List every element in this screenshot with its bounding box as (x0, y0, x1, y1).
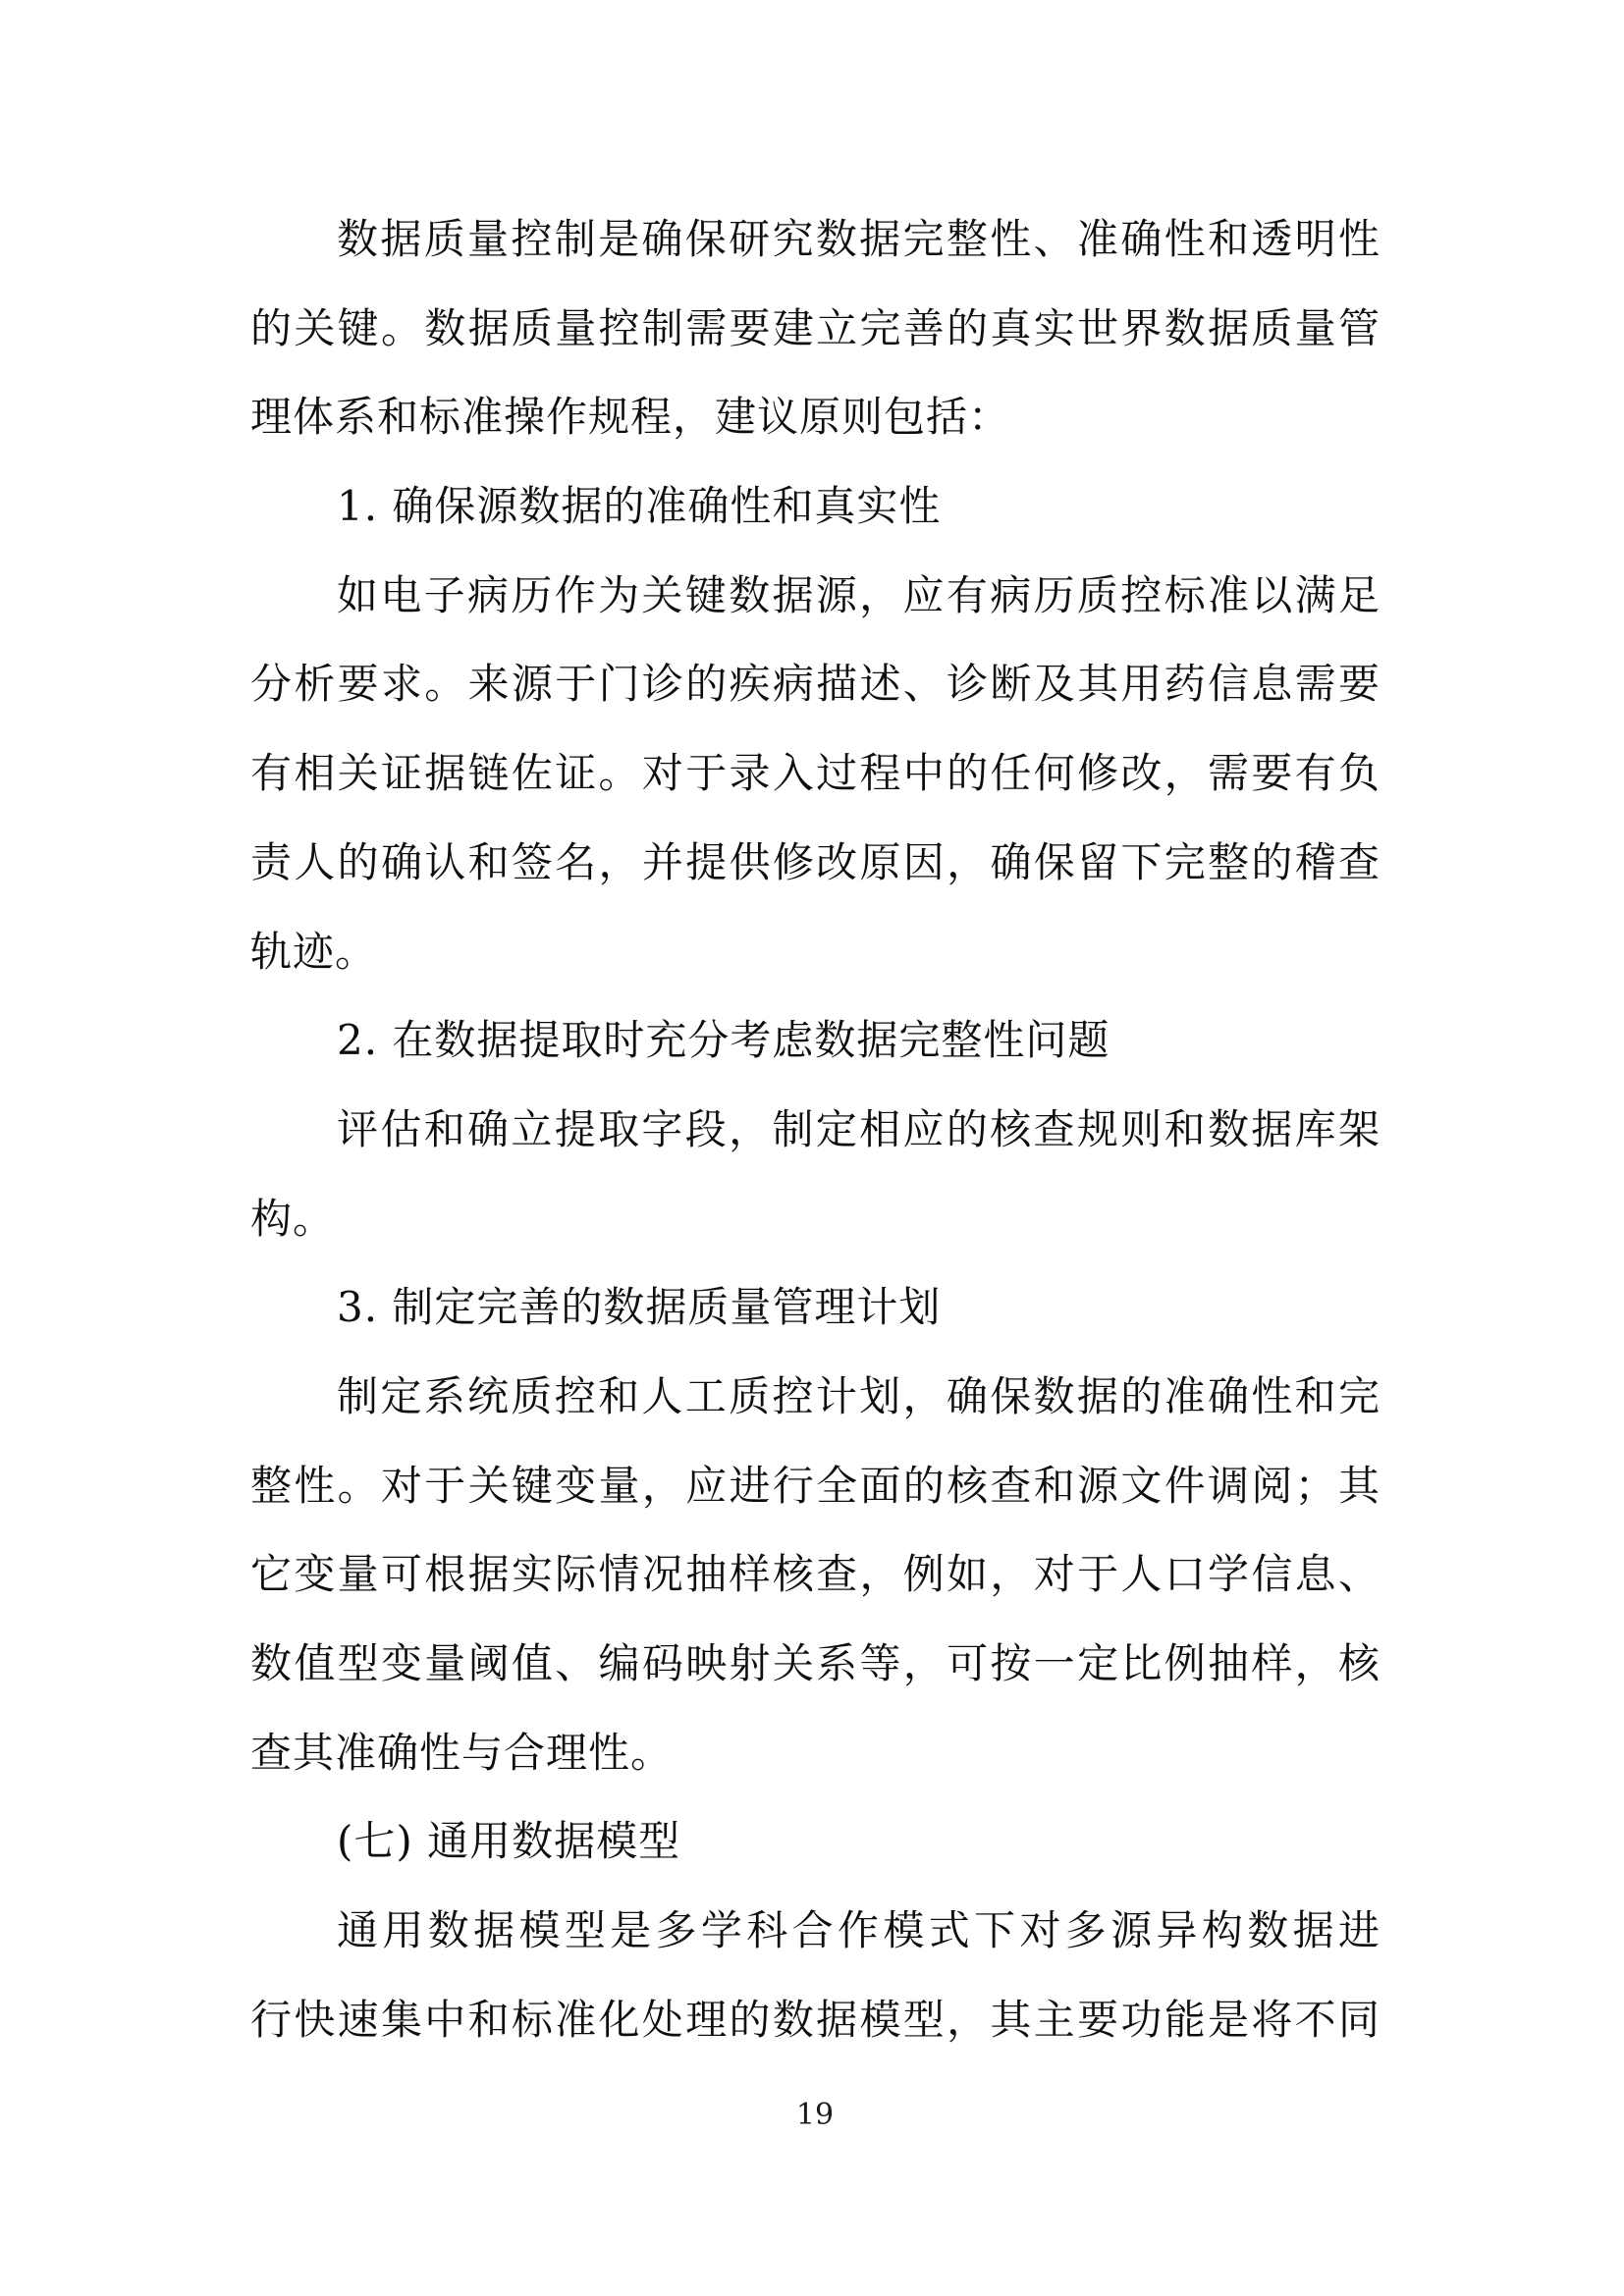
paragraph-line: 它变量可根据实际情况抽样核查，例如，对于人口学信息、 (250, 1550, 1380, 1599)
paragraph-line: 如电子病历作为关键数据源，应有病历质控标准以满足 (337, 570, 1380, 619)
paragraph-line: 制定系统质控和人工质控计划，确保数据的准确性和完 (337, 1371, 1380, 1420)
paragraph-line: 查其准确性与合理性。 (250, 1728, 674, 1777)
page-number: 19 (795, 2098, 835, 2132)
heading-line: (七) 通用数据模型 (337, 1817, 681, 1866)
paragraph-line: 评估和确立提取字段，制定相应的核查规则和数据库架 (337, 1104, 1380, 1153)
paragraph-line: 数值型变量阈值、编码映射关系等，可按一定比例抽样，核 (250, 1639, 1380, 1687)
paragraph-line: 轨迹。 (250, 927, 378, 976)
paragraph-line: 的关键。数据质量控制需要建立完善的真实世界数据质量管 (250, 303, 1380, 352)
paragraph-line: 构。 (250, 1194, 336, 1243)
heading-line: 1. 确保源数据的准确性和真实性 (337, 482, 942, 531)
paragraph-line: 整性。对于关键变量，应进行全面的核查和源文件调阅；其 (250, 1461, 1380, 1510)
paragraph-line: 有相关证据链佐证。对于录入过程中的任何修改，需要有负 (250, 749, 1380, 798)
text-block (250, 195, 1380, 2064)
paragraph-line: 行快速集中和标准化处理的数据模型，其主要功能是将不同 (250, 1995, 1380, 2044)
heading-line: 3. 制定完善的数据质量管理计划 (337, 1283, 942, 1332)
paragraph-line: 分析要求。来源于门诊的疾病描述、诊断及其用药信息需要 (250, 660, 1380, 709)
heading-line: 2. 在数据提取时充分考虑数据完整性问题 (337, 1016, 1110, 1065)
paragraph-line: 数据质量控制是确保研究数据完整性、准确性和透明性 (337, 215, 1380, 263)
paragraph-line: 责人的确认和签名，并提供修改原因，确保留下完整的稽查 (250, 837, 1380, 886)
paragraph-line: 通用数据模型是多学科合作模式下对多源异构数据进 (337, 1906, 1380, 1955)
paragraph-line: 理体系和标准操作规程，建议原则包括： (250, 393, 1011, 442)
